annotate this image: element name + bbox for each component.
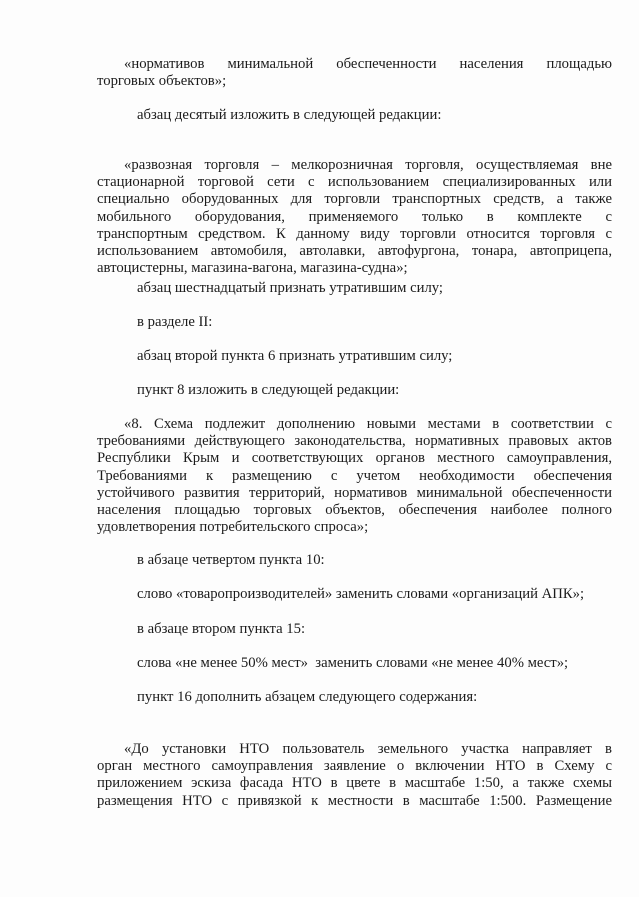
paragraph-norms-quote	[97, 56, 612, 90]
paragraph-line: торговых объектов»;	[97, 73, 227, 90]
paragraph-point-8-text	[97, 416, 612, 536]
paragraph-apk-replacement: слово «товаропроизводителей» заменить словами «организаций АПК»;	[137, 586, 585, 602]
paragraph-point-6: абзац второй пункта 6 признать утратившим силу;	[137, 348, 453, 364]
paragraph-line: «развозная торговля – мелкорозничная торговля, осуществляемая вне	[124, 157, 612, 173]
paragraph-line: «До установки НТО пользователь земельного участка направляет в	[124, 741, 612, 757]
paragraph-line: устойчивого развития территорий, нормативов минимальной обеспеченности	[97, 484, 612, 501]
paragraph-line: приложением эскиза фасада НТО в цвете в масштабе 1:50, а также схемы	[97, 775, 612, 792]
paragraph-line: «нормативов минимальной обеспеченности населения площадью	[124, 56, 612, 72]
paragraph-point-8-intro: пункт 8 изложить в следующей редакции:	[137, 382, 400, 398]
paragraph-mobile-trade-definition	[97, 157, 612, 277]
paragraph-line: мобильного оборудования, применяемого только в комплекте с	[97, 208, 612, 225]
paragraph-section-ii: в разделе II:	[137, 314, 213, 330]
paragraph-line: стационарной торговой сети с использованием специализированных или	[97, 174, 612, 191]
paragraph-line: использованием автомобиля, автолавки, автофургона, тонара, автоприцепа,	[97, 243, 612, 260]
paragraph-line: автоцистерны, магазина-вагона, магазина-судна»;	[97, 260, 408, 277]
paragraph-percent-replacement: слова «не менее 50% мест» заменить словами «не менее 40% мест»;	[137, 655, 569, 671]
paragraph-line: орган местного самоуправления заявление о включении НТО в Схему с	[97, 758, 612, 775]
paragraph-line: требованиями действующего законодательства, нормативных правовых актов	[97, 433, 612, 450]
paragraph-line: транспортным средством. К данному виду торговли относится торговля с	[97, 225, 612, 242]
paragraph-point-10: в абзаце четвертом пункта 10:	[137, 552, 325, 568]
paragraph-line: «8. Схема подлежит дополнению новыми местами в соответствии с	[124, 416, 612, 432]
paragraph-tenth-abzac: абзац десятый изложить в следующей редакции:	[137, 107, 442, 123]
paragraph-line: Требованиями к размещению с учетом необходимости обеспечения	[97, 467, 612, 484]
paragraph-line: Республики Крым и соответствующих органов местного самоуправления,	[97, 450, 612, 467]
paragraph-sixteenth-abzac: абзац шестнадцатый признать утратившим силу;	[137, 280, 444, 296]
paragraph-line: удовлетворения потребительского спроса»;	[97, 519, 369, 536]
paragraph-point-15: в абзаце втором пункта 15:	[137, 621, 306, 637]
paragraph-nto-installation	[97, 741, 612, 810]
paragraph-line: размещения НТО с привязкой к местности в масштабе 1:500. Размещение	[97, 792, 612, 809]
paragraph-line: населения площадью торговых объектов, обеспечения наиболее полного	[97, 502, 612, 519]
paragraph-line: специально оборудованных для торговли транспортных средств, а также	[97, 191, 612, 208]
paragraph-point-16-intro: пункт 16 дополнить абзацем следующего содержания:	[137, 689, 478, 705]
